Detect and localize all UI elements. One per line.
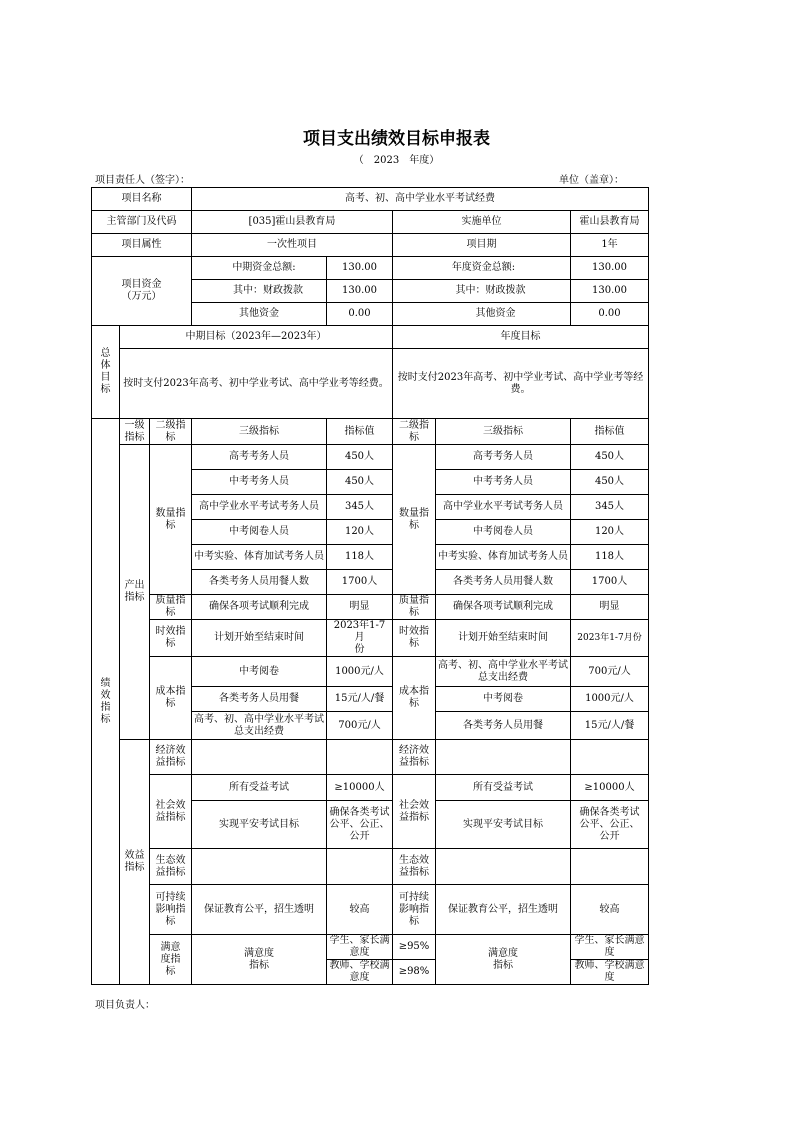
table-cell: 1000元/人: [327, 657, 393, 687]
year-fin: 130.00: [571, 280, 649, 303]
exec-unit-label: 实施单位: [393, 211, 571, 234]
table-cell: 高中学业水平考试考务人员: [192, 495, 327, 520]
page-title: 项目支出绩效目标申报表: [303, 129, 490, 149]
responsible-label: 项目责任人（签字）：: [95, 175, 190, 186]
funds-label: 项目资金 （万元）: [92, 257, 192, 326]
header-level2-year: 二级指 标: [393, 419, 436, 445]
table-cell: 高中学业水平考试考务人员: [436, 495, 571, 520]
header-level2: 二级指 标: [150, 419, 192, 445]
footer-label: 项目负责人：: [95, 1000, 155, 1011]
table-cell: ≥10000人: [327, 775, 393, 801]
table-cell: 中考考务人员: [436, 470, 571, 495]
table-cell: 计划开始至结束时间: [192, 620, 327, 657]
social-label: 社会效 益指标: [150, 775, 192, 849]
table-cell: 高考、初、高中学业水平考试 总支出经费: [192, 712, 327, 740]
project-name-label: 项目名称: [92, 188, 192, 211]
year-total: 130.00: [571, 257, 649, 280]
sustain-label-year: 可持续 影响指 标: [393, 885, 436, 935]
satisfaction-label: 满意 度指 标: [150, 935, 192, 985]
dept-label: 主管部门及代码: [92, 211, 192, 234]
table-cell: 确保各项考试顺利完成: [436, 595, 571, 620]
table-cell: 450人: [327, 470, 393, 495]
table-cell: [327, 740, 393, 775]
table-cell: 高考考务人员: [192, 445, 327, 470]
table-cell: [571, 849, 649, 885]
table-cell: ≥95%: [393, 935, 436, 960]
table-cell: 345人: [571, 495, 649, 520]
mid-total: 130.00: [327, 257, 393, 280]
ecological-label-year: 生态效 益指标: [393, 849, 436, 885]
table-cell: 明显: [327, 595, 393, 620]
header-level1: 一级 指标: [120, 419, 150, 445]
table-cell: 确保各类考试 公平、公正、 公开: [327, 801, 393, 849]
table-cell: 高考考务人员: [436, 445, 571, 470]
table-cell: 所有受益考试: [192, 775, 327, 801]
table-cell: 保证教育公平，招生透明: [436, 885, 571, 935]
table-cell: 450人: [327, 445, 393, 470]
table-cell: 120人: [571, 520, 649, 545]
year-line: （ 2023 年度）: [353, 155, 440, 166]
table-cell: [192, 849, 327, 885]
table-cell: 700元/人: [571, 657, 649, 687]
dept-value: [035]霍山县教育局: [192, 211, 393, 234]
table-cell: 实现平安考试目标: [192, 801, 327, 849]
sustain-label: 可持续 影响指 标: [150, 885, 192, 935]
attr-label: 项目属性: [92, 234, 192, 257]
table-cell: 学生、家长满意度: [327, 935, 393, 960]
table-cell: 450人: [571, 445, 649, 470]
cost-label-year: 成本指 标: [393, 657, 436, 740]
table-cell: [327, 849, 393, 885]
table-cell: 各类考务人员用餐人数: [436, 570, 571, 595]
table-cell: 118人: [571, 545, 649, 570]
table-cell: 中考实验、体育加试考务人员: [192, 545, 327, 570]
table-cell: ≥10000人: [571, 775, 649, 801]
table-cell: 较高: [571, 885, 649, 935]
table-cell: 高考、初、高中学业水平考试 总支出经费: [436, 657, 571, 687]
table-cell: 中考实验、体育加试考务人员: [436, 545, 571, 570]
table-cell: 2023年1-7月 份: [327, 620, 393, 657]
table-cell: [436, 740, 571, 775]
table-cell: 实现平安考试目标: [436, 801, 571, 849]
table-cell: 15元/人/餐: [571, 712, 649, 740]
year-other-label: 其他资金: [393, 303, 571, 326]
unit-label: 单位（盖章）：: [559, 175, 624, 186]
table-cell: 450人: [571, 470, 649, 495]
table-cell: 确保各类考试 公平、公正、 公开: [571, 801, 649, 849]
mid-goal-header: 中期目标（2023年—2023年）: [120, 326, 393, 349]
year-fin-label: 其中：财政拨款: [393, 280, 571, 303]
performance-table: [91, 187, 649, 985]
header-level3-year: 三级指标: [436, 419, 571, 445]
table-cell: 学生、家长满意度: [571, 935, 649, 960]
table-cell: 345人: [327, 495, 393, 520]
timeliness-label: 时效指 标: [150, 620, 192, 657]
satis2-label: 满意度 指标: [192, 935, 327, 985]
table-cell: 中考阅卷: [192, 657, 327, 687]
table-cell: 确保各项考试顺利完成: [192, 595, 327, 620]
mid-goal-text: 按时支付2023年高考、初中学业考试、高中学业考等经费。: [120, 349, 393, 419]
benefit-label: 效益 指标: [120, 740, 150, 985]
year-total-label: 年度资金总额:: [393, 257, 571, 280]
table-cell: 中考阅卷人员: [192, 520, 327, 545]
quality-label: 质量指 标: [150, 595, 192, 620]
table-cell: 700元/人: [327, 712, 393, 740]
project-name: 高考、初、高中学业水平考试经费: [192, 188, 649, 211]
table-cell: 各类考务人员用餐人数: [192, 570, 327, 595]
table-cell: 中考阅卷人员: [436, 520, 571, 545]
mid-fin: 130.00: [327, 280, 393, 303]
table-cell: 较高: [327, 885, 393, 935]
mid-other: 0.00: [327, 303, 393, 326]
table-cell: 中考阅卷: [436, 687, 571, 712]
table-cell: [571, 740, 649, 775]
table-cell: 各类考务人员用餐: [436, 712, 571, 740]
table-cell: 明显: [571, 595, 649, 620]
table-cell: 教师、学校满意度: [327, 960, 393, 985]
header-value: 指标值: [327, 419, 393, 445]
table-cell: 保证教育公平，招生透明: [192, 885, 327, 935]
mid-other-label: 其他资金: [192, 303, 327, 326]
table-cell: ≥98%: [393, 960, 436, 985]
perf-label: 绩 效 指 标: [92, 419, 120, 985]
table-cell: 118人: [327, 545, 393, 570]
exec-unit-value: 霍山县教育局: [571, 211, 649, 234]
table-cell: 各类考务人员用餐: [192, 687, 327, 712]
quality-label-year: 质量指 标: [393, 595, 436, 620]
economic-label-year: 经济效 益指标: [393, 740, 436, 775]
table-cell: 120人: [327, 520, 393, 545]
header-level3: 三级指标: [192, 419, 327, 445]
satis2-label-year: 满意度 指标: [436, 935, 571, 985]
table-cell: 1000元/人: [571, 687, 649, 712]
year-goal-header: 年度目标: [393, 326, 649, 349]
quantity-label: 数量指 标: [150, 445, 192, 595]
period-label: 项目期: [393, 234, 571, 257]
table-cell: [192, 740, 327, 775]
header-value-year: 指标值: [571, 419, 649, 445]
overall-goal-label: 总 体 目 标: [92, 326, 120, 419]
table-cell: 所有受益考试: [436, 775, 571, 801]
economic-label: 经济效 益指标: [150, 740, 192, 775]
table-cell: [436, 849, 571, 885]
table-cell: 2023年1-7月份: [571, 620, 649, 657]
table-cell: 计划开始至结束时间: [436, 620, 571, 657]
mid-total-label: 中期资金总额:: [192, 257, 327, 280]
year-goal-text: 按时支付2023年高考、初中学业考试、高中学业考等经费。: [393, 349, 649, 419]
table-cell: 15元/人/餐: [327, 687, 393, 712]
cost-label: 成本指 标: [150, 657, 192, 740]
period-value: 1年: [571, 234, 649, 257]
quantity-label-year: 数量指 标: [393, 445, 436, 595]
table-cell: 中考考务人员: [192, 470, 327, 495]
timeliness-label-year: 时效指 标: [393, 620, 436, 657]
year-other: 0.00: [571, 303, 649, 326]
output-label: 产出 指标: [120, 445, 150, 740]
social-label-year: 社会效 益指标: [393, 775, 436, 849]
mid-fin-label: 其中：财政拨款: [192, 280, 327, 303]
table-cell: 教师、学校满意度: [571, 960, 649, 985]
table-cell: 1700人: [571, 570, 649, 595]
table-cell: 1700人: [327, 570, 393, 595]
attr-value: 一次性项目: [192, 234, 393, 257]
ecological-label: 生态效 益指标: [150, 849, 192, 885]
